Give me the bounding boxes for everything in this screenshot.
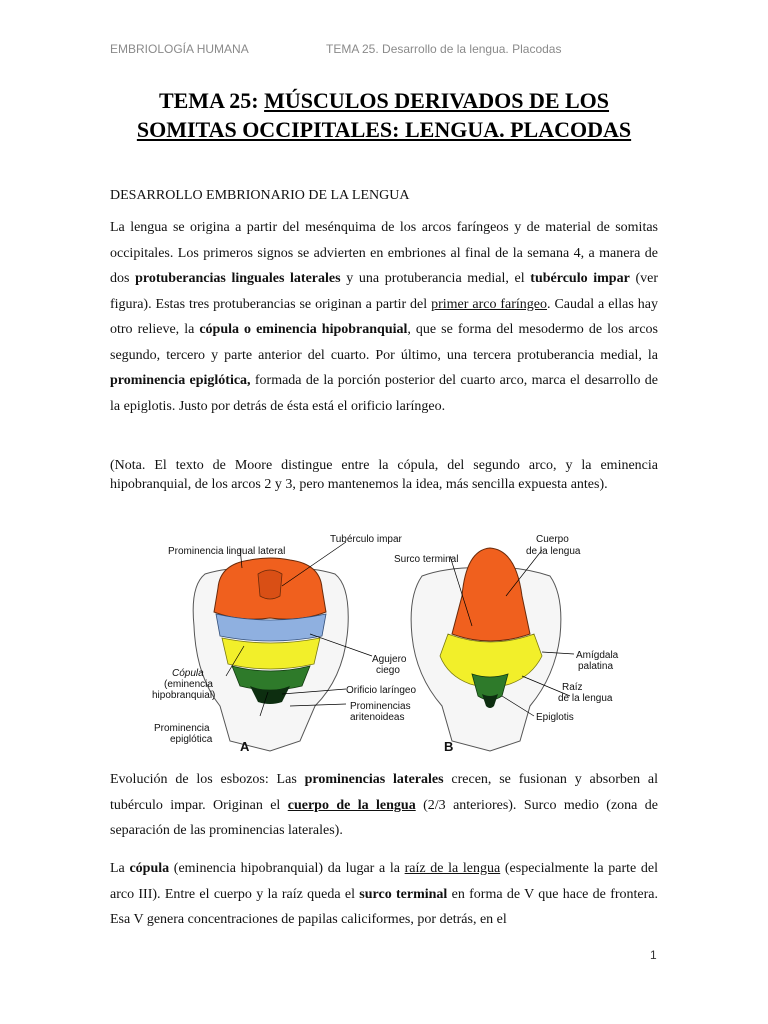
label-hipobranquial: hipobranquial)	[152, 690, 216, 701]
text-run: (2/3 anteriores). Surco medio (zona de separación de las prominencias laterales).	[110, 797, 658, 838]
text-run: La	[110, 861, 130, 876]
text-run: Evolución de los esbozos: Las	[110, 772, 305, 787]
bold-term: prominencias laterales	[304, 772, 444, 787]
underlined-term: raíz de la lengua	[404, 861, 501, 876]
panel-b-letter: B	[444, 739, 454, 754]
text-run: y una protuberancia medial, el	[340, 271, 531, 286]
text-run: en forma de V que hace de frontera. Esa V genera concentraciones de papilas caliciformes, por detrás, en el	[110, 886, 658, 927]
text-run: , que se forma del mesodermo de los arcos segundo, tercero y parte anterior del cuarto. Por último, una tercera protuberancia medial, la	[110, 322, 658, 363]
copula-yellow	[222, 638, 320, 669]
label-de-la-lengua: de la lengua	[526, 546, 581, 557]
label-lingual-lateral: Prominencia lingual lateral	[168, 546, 286, 557]
page-title	[90, 86, 678, 144]
bold-term: tubérculo impar	[530, 271, 630, 286]
paragraph-evolution	[110, 767, 658, 844]
label-palatina: palatina	[578, 661, 614, 672]
panel-b	[394, 534, 619, 754]
text-run: (ver figura). Estas tres protuberancias se originan a partir del	[110, 271, 658, 312]
text-run: crecen, se fusionan y absorben al tubérculo impar. Originan el	[110, 772, 658, 813]
section-heading: DESARROLLO EMBRIONARIO DE LA LENGUA	[110, 188, 410, 203]
header-topic: TEMA 25. Desarrollo de la lengua. Placodas	[326, 42, 562, 56]
text-run: (especialmente la parte del arco III). Entre el cuerpo y la raíz queda el	[110, 861, 659, 902]
label-agujero: Agujero	[372, 654, 407, 665]
title-line1: MÚSCULOS DERIVADOS DE LOS	[264, 88, 610, 113]
label-tuberculo-impar: Tubérculo impar	[330, 534, 402, 545]
text-run: (eminencia hipobranquial) da lugar a la	[169, 861, 405, 876]
label-copula: Cópula	[172, 668, 204, 679]
underlined-term: primer arco faríngeo	[431, 296, 548, 312]
paragraph-origin	[110, 215, 658, 419]
title-prefix: TEMA 25:	[158, 88, 265, 113]
panel-a-letter: A	[240, 739, 250, 754]
bold-term: cópula	[129, 861, 170, 876]
label-cuerpo: Cuerpo	[536, 534, 569, 545]
bold-term: protuberancias linguales laterales	[135, 271, 341, 286]
panel-a	[152, 534, 416, 754]
bold-term: cópula o eminencia hipobranquial	[199, 322, 408, 337]
label-epiglotica: epiglótica	[170, 734, 213, 745]
label-prominencia: Prominencia	[154, 723, 210, 734]
label-de-la-lengua-2: de la lengua	[558, 693, 613, 704]
text-run: formada de la porción posterior del cuarto arco, marca el desarrollo de la epiglotis. Justo por detrás de ésta está el orificio laríngeo.	[110, 373, 659, 414]
tongue-body-b	[452, 548, 530, 641]
label-orificio-laringeo: Orificio laríngeo	[346, 685, 417, 696]
header-course: EMBRIOLOGÍA HUMANA	[110, 42, 249, 56]
label-surco-terminal: Surco terminal	[394, 554, 459, 565]
page-number: 1	[650, 948, 657, 962]
label-ciego: ciego	[376, 665, 400, 676]
paragraph-note: (Nota. El texto de Moore distingue entre la cópula, del segundo arco, y la eminencia hipobranquial, de los arcos 2 y 3, pero mantenemos la idea, más sencilla expuesta antes).	[110, 458, 658, 492]
label-aritenoideas: aritenoideas	[350, 712, 405, 723]
label-epiglotis: Epiglotis	[536, 712, 574, 723]
label-raiz: Raíz	[562, 682, 583, 693]
bold-term: prominencia epiglótica,	[110, 373, 251, 388]
label-prominencias: Prominencias	[350, 701, 411, 712]
paragraph-copula	[110, 856, 658, 933]
label-eminencia: (eminencia	[164, 679, 213, 690]
text-run: . Caudal a ellas hay otro relieve, la	[110, 296, 658, 337]
title-line2: SOMITAS OCCIPITALES: LENGUA. PLACODAS	[136, 117, 632, 142]
tuberculum-impar	[258, 570, 282, 599]
tongue-development-figure	[150, 526, 630, 758]
bold-term: surco terminal	[359, 886, 448, 902]
bold-underlined-term: cuerpo de la lengua	[287, 797, 416, 813]
label-amigdala: Amígdala	[576, 650, 619, 661]
text-run: La lengua se origina a partir del mesénquima de los arcos faríngeos y de material de somitas occipitales. Los primeros signos se advierten en embriones al final de la semana 4, a manera de dos	[110, 220, 658, 286]
